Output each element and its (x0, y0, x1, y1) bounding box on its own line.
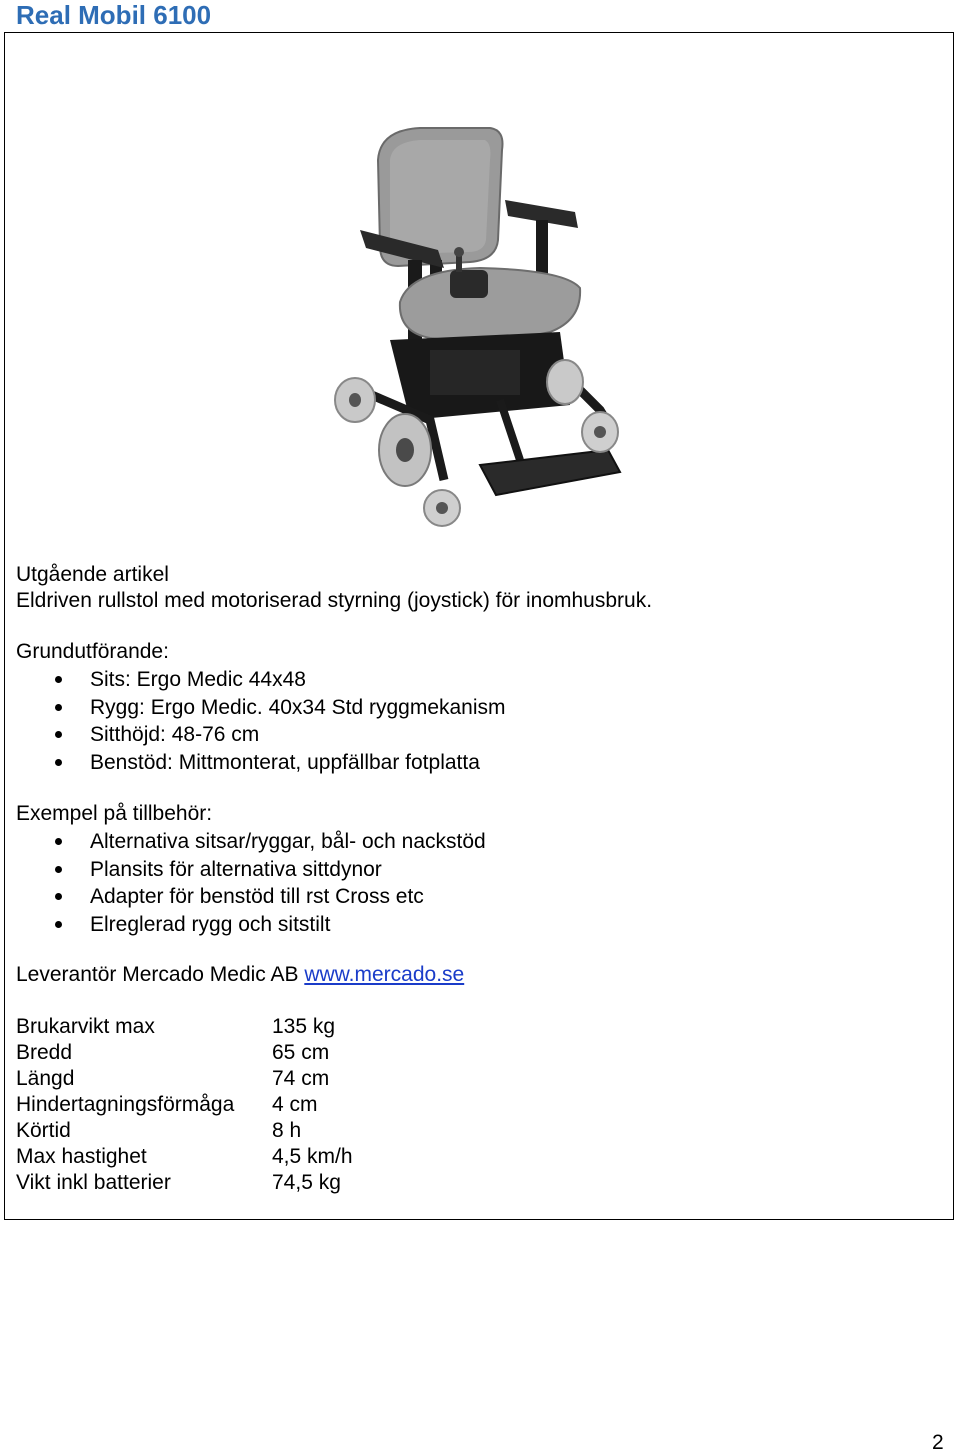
spec-value: 65 cm (272, 1041, 330, 1064)
list-item: Rygg: Ergo Medic. 40x34 Std ryggmekanism (0, 694, 506, 722)
page-title: Real Mobil 6100 (16, 0, 212, 30)
spec-label: Vikt inkl batterier (16, 1171, 171, 1194)
spec-value: 74,5 kg (272, 1171, 341, 1194)
basic-heading: Grundutförande: (16, 640, 169, 663)
spec-value: 74 cm (272, 1067, 330, 1090)
accessories-list (0, 828, 486, 938)
supplier-line (16, 962, 464, 988)
page-number: 2 (932, 1431, 944, 1454)
supplier-text: Leverantör Mercado Medic AB (16, 963, 305, 986)
list-item: Adapter för benstöd till rst Cross etc (0, 883, 486, 911)
spec-value: 8 h (272, 1119, 302, 1142)
list-item: Sitthöjd: 48-76 cm (0, 721, 506, 749)
supplier-link[interactable]: www.mercado.se (304, 963, 465, 986)
spec-value: 135 kg (272, 1015, 336, 1038)
list-item: Sits: Ergo Medic 44x48 (0, 666, 506, 694)
list-item: Alternativa sitsar/ryggar, bål- och nackstöd (0, 828, 486, 856)
spec-label: Längd (16, 1067, 75, 1090)
spec-label: Bredd (16, 1041, 73, 1064)
list-item: Benstöd: Mittmonterat, uppfällbar fotplatta (0, 749, 506, 777)
spec-label: Körtid (16, 1119, 71, 1142)
description-text: Eldriven rullstol med motoriserad styrning (joystick) för inomhusbruk. (16, 589, 653, 612)
spec-label: Hindertagningsförmåga (16, 1093, 235, 1116)
list-item: Elreglerad rygg och sitstilt (0, 911, 486, 939)
spec-value: 4 cm (272, 1093, 318, 1116)
list-item: Plansits för alternativa sittdynor (0, 856, 486, 884)
spec-label: Max hastighet (16, 1145, 147, 1168)
accessories-heading: Exempel på tillbehör: (16, 802, 213, 825)
spec-value: 4,5 km/h (272, 1145, 353, 1168)
basic-list (0, 666, 506, 776)
wheelchair-image (320, 120, 640, 530)
status-text: Utgående artikel (16, 563, 169, 586)
spec-label: Brukarvikt max (16, 1015, 155, 1038)
